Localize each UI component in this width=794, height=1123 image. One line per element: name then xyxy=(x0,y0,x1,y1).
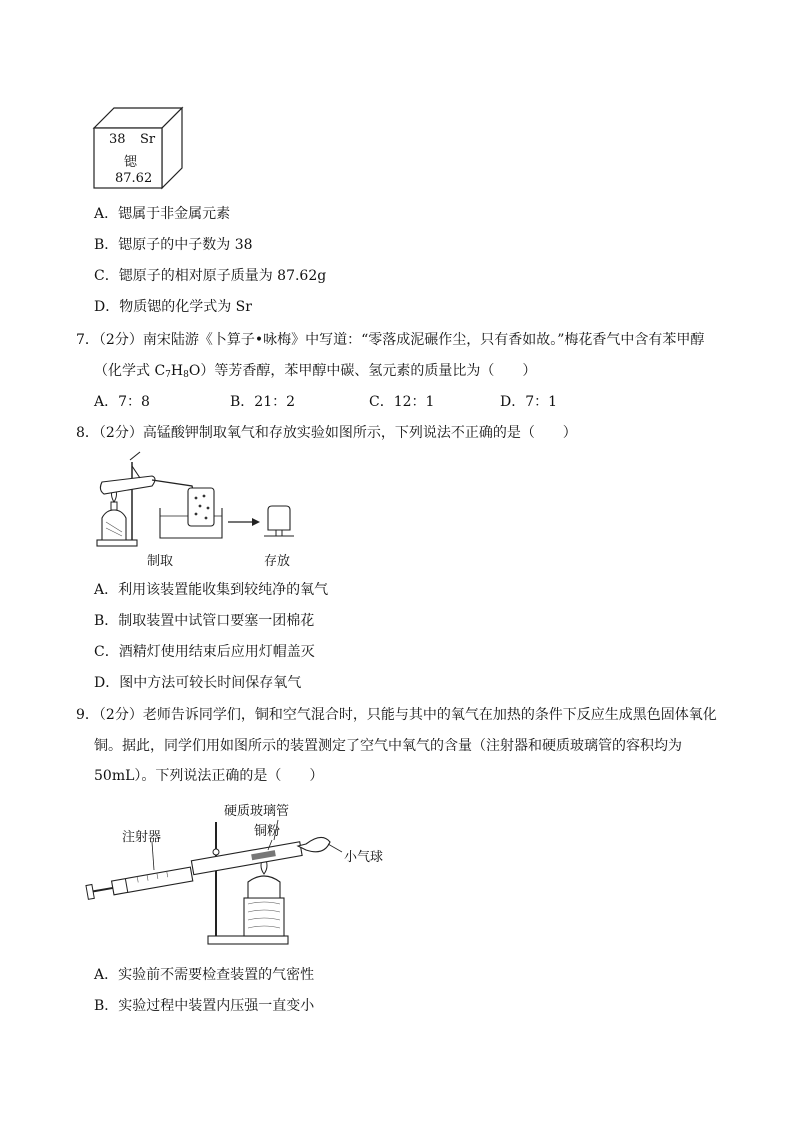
q7-stem-line1: 7．（2分）南宋陆游《卜算子•咏梅》中写道：“零落成泥碾作尘，只有香如故。”梅花香气中含有苯甲醇 xyxy=(76,332,705,348)
label-balloon: 小气球 xyxy=(344,850,384,865)
q6-option-b: B．锶原子的中子数为 38 xyxy=(94,237,253,253)
element-atomic-number: 38 xyxy=(109,132,126,147)
figure-label-make: 制取 xyxy=(147,554,174,569)
q8-option-c: C．酒精灯使用结束后应用灯帽盖灭 xyxy=(94,644,315,660)
label-glass-tube: 硬质玻璃管 xyxy=(224,804,290,819)
q8-stem: 8．（2分）高锰酸钾制取氧气和存放实验如图所示，下列说法不正确的是（ ） xyxy=(76,425,577,441)
oxygen-preparation-apparatus xyxy=(92,452,312,552)
q6-option-d: D．物质锶的化学式为 Sr xyxy=(94,299,252,315)
q8-option-b: B．制取装置中试管口要塞一团棉花 xyxy=(94,613,315,629)
q7-option-d: D．7：1 xyxy=(500,394,558,410)
q7-option-c: C．12：1 xyxy=(369,394,435,410)
q9-stem-line2: 铜。据此，同学们用如图所示的装置测定了空气中氧气的含量（注射器和硬质玻璃管的容积均为 xyxy=(94,738,682,754)
element-symbol: Sr xyxy=(140,132,156,147)
q8-option-d: D．图中方法可较长时间保存氧气 xyxy=(94,675,302,691)
q7-stem-line2: （化学式 $C_7H_8O$）等芳香醇，苯甲醇中碳、氢元素的质量比为（ ） xyxy=(94,363,537,380)
figure-label-store: 存放 xyxy=(264,554,291,569)
element-name: 锶 xyxy=(124,155,138,170)
q9-option-b: B．实验过程中装置内压强一直变小 xyxy=(94,998,315,1014)
q6-option-c: C．锶原子的相对原子质量为 87.62g xyxy=(94,268,327,284)
q9-stem-line3: 50mL）。下列说法正确的是（ ） xyxy=(94,768,324,784)
q7-option-a: A．7：8 xyxy=(94,394,150,410)
element-atomic-mass: 87.62 xyxy=(115,171,153,186)
q7-option-b: B．21：2 xyxy=(230,394,296,410)
label-copper-powder: 铜粉 xyxy=(254,824,281,839)
q9-option-a: A．实验前不需要检查装置的气密性 xyxy=(94,967,315,983)
q9-stem-line1: 9．（2分）老师告诉同学们，铜和空气混合时，只能与其中的氧气在加热的条件下反应生成黑色固体氧化 xyxy=(76,707,717,723)
label-syringe: 注射器 xyxy=(122,830,162,845)
q6-option-a: A．锶属于非金属元素 xyxy=(94,206,231,222)
q8-option-a: A．利用该装置能收集到较纯净的氧气 xyxy=(94,582,329,598)
copper-oxygen-apparatus xyxy=(92,800,392,950)
